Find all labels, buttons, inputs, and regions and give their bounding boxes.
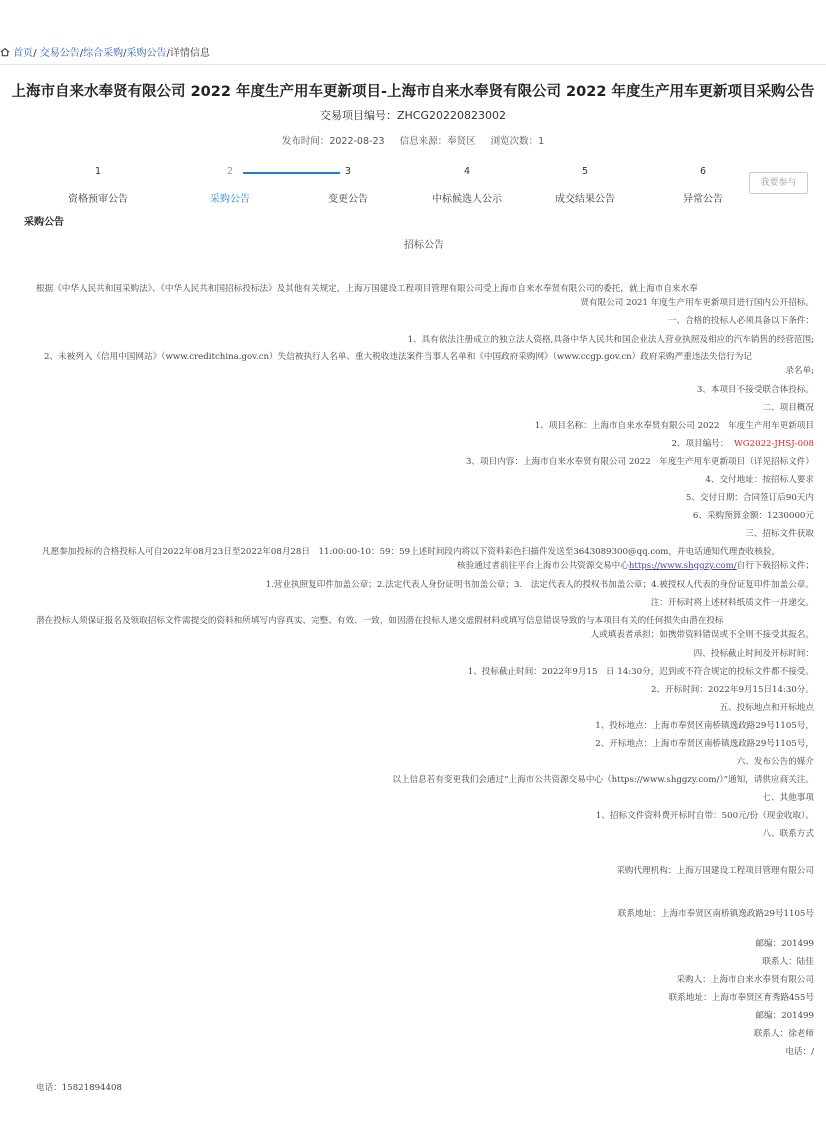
doc-line: 2、开标地点：上海市奉贤区南桥镇逸政路29号1105号， (595, 739, 814, 749)
doc-line: 录名单; (785, 366, 814, 376)
doc-line: 5、交付日期：合同签订后90天内 (685, 493, 814, 503)
breadcrumb-separator: / (123, 48, 127, 59)
doc-line: 凡愿参加投标的合格投标人可自2022年08月23日至2022年08月28日 11:00:00-10：59：59上述时间段内将以下资料彩色扫描件发送至3643089300@qq.com，并电话通知代理查收核验， (42, 547, 781, 557)
doc-line: 2、开标时间：2022年9月15日14:30分。 (650, 685, 814, 695)
doc-line: 1、投标地点：上海市奉贤区南桥镇逸政路29号1105号， (595, 721, 814, 731)
doc-line: 电话：/ (785, 1047, 814, 1057)
step-candidates[interactable] (407, 165, 527, 205)
breadcrumb-separator: / (33, 48, 37, 59)
doc-line: 采购代理机构：上海万国建设工程项目管理有限公司 (616, 866, 814, 876)
breadcrumb-procure-link[interactable]: 综合采购 (83, 48, 124, 59)
doc-line: 联系地址：上海市奉贤区南桥镇逸政路29号1105号 (617, 909, 814, 919)
doc-line: 六、发布公告的媒介 (736, 757, 814, 767)
doc-line: 三、招标文件获取 (745, 529, 814, 539)
doc-line: 1、招标文件资料费开标时自带：500元/份（现金收取）。 (595, 811, 814, 821)
step-number: 1 (94, 166, 102, 177)
shggzy-link[interactable]: https://www.shggzy.com/ (628, 561, 737, 571)
doc-line (671, 437, 814, 449)
doc-line: 五、投标地点和开标地点 (719, 703, 814, 713)
doc-line: 采购人：上海市自来水奉贤有限公司 (676, 975, 814, 985)
doc-line: 二、项目概况 (762, 403, 814, 413)
breadcrumb-current: 详情信息 (169, 48, 210, 59)
divider (0, 64, 826, 65)
doc-line: 4、交付地址：按招标人要求 (705, 475, 814, 485)
step-number: 5 (581, 166, 589, 177)
step-change[interactable] (288, 165, 408, 205)
step-label: 资格预审公告 (68, 194, 128, 205)
doc-line: 邮编：201499 (755, 939, 814, 949)
doc-line: 1.营业执照复印件加盖公章；2.法定代表人身份证明书加盖公章；3. 法定代表人的授权书加盖公章；4.被授权人代表的身份证复印件加盖公章。 (265, 580, 814, 590)
doc-line: 2、未被列入《信用中国网站》（www.creditchina.gov.cn）失信被执行人名单、重大税收违法案件当事人名单和《中国政府采购网》（www.ccgp.gov.cn）政府采购严重违法失信行为记 (44, 352, 752, 362)
breadcrumb-home-link[interactable]: 首页 (13, 48, 34, 59)
step-number: 6 (699, 166, 707, 177)
doc-line: 人或填表者承担；如携带资料错误或不全则不接受其报名。 (590, 630, 814, 640)
doc-line: 联系人：陆佳 (762, 957, 814, 967)
doc-line: 3、本项目不接受联合体投标。 (696, 385, 814, 395)
doc-line: 3、项目内容：上海市自来水奉贤有限公司 2022 年度生产用车更新项目（详见招标文件） (465, 457, 814, 467)
doc-line: 贤有限公司 2021 年度生产用车更新项目进行国内公开招标。 (580, 298, 814, 308)
doc-line: 潜在投标人须保证报名及领取招标文件需提交的资料和所填写内容真实、完整、有效、一致，如因潜在投标人递交虚假材料或填写信息错误导致的与本项目有关的任何损失由潜在投标 (36, 616, 724, 626)
publish-meta (0, 133, 826, 147)
step-label: 异常公告 (683, 194, 723, 205)
doc-line: 联系人：徐老师 (753, 1029, 814, 1039)
step-procurement[interactable] (170, 165, 290, 205)
step-label: 成交结果公告 (555, 194, 615, 205)
join-button[interactable]: 我要参与 (749, 172, 808, 194)
doc-line: 1、投标截止时间：2022年9月15 日 14:30分，迟到或不符合规定的投标文件都不接受。 (467, 667, 814, 677)
doc-line: 一、合格的投标人必须具备以下条件： (667, 316, 814, 326)
step-prequalification[interactable] (38, 165, 158, 205)
doc-line: 四、投标截止时间及开标时间： (693, 649, 814, 659)
doc-line: 注：开标时将上述材料纸质文件一并递交。 (650, 598, 814, 608)
doc-line: 6、采购预算金额：1230000元 (692, 511, 814, 521)
breadcrumb-purchase-link[interactable]: 采购公告 (126, 48, 167, 59)
step-number: 2 (226, 166, 234, 177)
doc-line: 七、其他事项 (762, 793, 814, 803)
doc-line: 八、联系方式 (762, 829, 814, 839)
step-number: 3 (344, 166, 352, 177)
doc-line: 邮编：201499 (755, 1011, 814, 1021)
doc-text: 自行下载招标文件； (736, 561, 814, 571)
doc-line: 电话：15821894408 (36, 1083, 122, 1093)
home-icon (0, 47, 10, 57)
doc-line: 1、项目名称：上海市自来水奉贤有限公司 2022 年度生产用车更新项目 (534, 421, 814, 431)
doc-line: 根据《中华人民共和国采购法》、《中华人民共和国招标投标法》及其他有关规定，上海万国建设工程项目管理有限公司受上海市自来水奉贤有限公司的委托，就上海市自来水奉 (36, 284, 698, 294)
project-number: 交易项目编号：ZHCG20220823002 (320, 109, 506, 122)
step-results[interactable] (525, 165, 645, 205)
doc-text: 核验通过者前往平台上海市公共资源交易中心 (456, 561, 629, 571)
document-title: 招标公告 (404, 240, 444, 251)
step-number: 4 (463, 166, 471, 177)
doc-line (457, 559, 814, 571)
page-title: 上海市自来水奉贤有限公司 2022 年度生产用车更新项目-上海市自来水奉贤有限公司 2022 年度生产用车更新项目采购公告 (11, 84, 815, 100)
breadcrumb-trade-link[interactable]: 交易公告 (39, 48, 80, 59)
step-label: 采购公告 (210, 194, 250, 205)
step-label: 变更公告 (328, 194, 368, 205)
view-count: 浏览次数：1 (490, 136, 545, 147)
info-source: 信息来源：奉贤区 (399, 136, 476, 147)
breadcrumb-separator: / (79, 48, 84, 59)
doc-line: 以上信息若有变更我们会通过“上海市公共资源交易中心（https://www.shggzy.com/）”通知，请供应商关注。 (392, 775, 814, 785)
doc-line: 1、具有依法注册成立的独立法人资格,具备中华人民共和国企业法人营业执照及相应的汽车销售的经营范围; (407, 335, 814, 345)
process-steps (0, 165, 826, 205)
doc-line: 联系地址：上海市奉贤区育秀路455号 (668, 993, 814, 1003)
section-heading: 采购公告 (24, 217, 64, 228)
project-number-value: WG2022-JHSJ-008 (733, 439, 814, 449)
breadcrumb-separator: / (166, 48, 170, 59)
project-number-label: 2、项目编号： (671, 439, 729, 449)
publish-time: 发布时间：2022-08-23 (281, 136, 385, 147)
step-label: 中标候选人公示 (432, 194, 502, 205)
breadcrumb (0, 44, 210, 59)
step-exception[interactable] (643, 165, 763, 205)
